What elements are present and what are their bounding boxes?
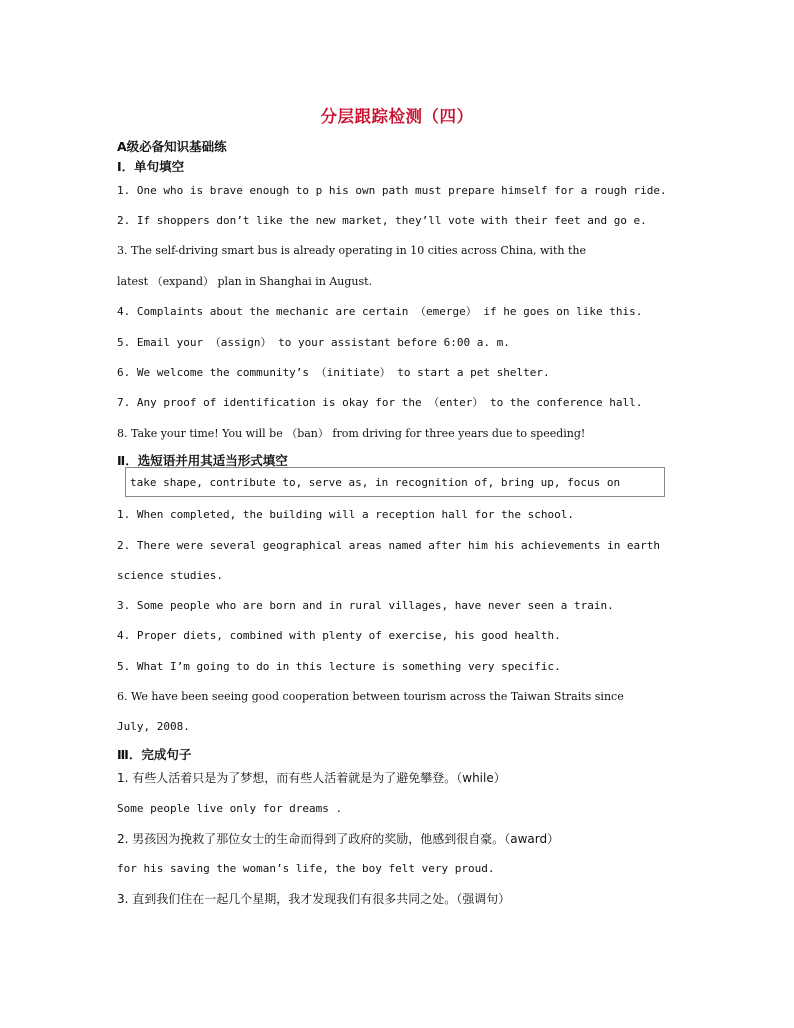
question-line: 5. What I’m going to do in this lecture is something very specific. (117, 660, 561, 673)
answer-line: Some people live only for dreams . (117, 802, 343, 815)
question-line: 4. Complaints about the mechanic are certain （emerge） if he goes on like this. (117, 305, 643, 318)
page-title: 分层跟踪检测（四） (320, 107, 474, 126)
answer-line: for his saving the woman’s life, the boy felt very proud. (117, 862, 495, 875)
question-line: 1. When completed, the building will a reception hall for the school. (117, 508, 574, 521)
question-line: 6. We welcome the community’s （initiate） to start a pet shelter. (117, 366, 550, 379)
phrase-word-box: take shape, contribute to, serve as, in recognition of, bring up, focus on (125, 467, 665, 497)
question-line: 8. Take your time! You will be （ban） from driving for three years due to speeding! (117, 427, 586, 440)
question-line: 2. If shoppers don’t like the new market, they’ll vote with their feet and go e. (117, 214, 647, 227)
question-line: 3. Some people who are born and in rural villages, have never seen a train. (117, 599, 614, 612)
question-line: 2. 男孩因为挽救了那位女士的生命而得到了政府的奖励，他感到很自豪。（award） (117, 832, 560, 846)
question-line: 6. We have been seeing good cooperation between tourism across the Taiwan Straits since (117, 690, 624, 703)
question-line: 3. The self-driving smart bus is already operating in 10 cities across China, with the (117, 244, 586, 257)
question-line: 1. 有些人活着只是为了梦想，而有些人活着就是为了避免攀登。（while） (117, 771, 506, 785)
question-line: 5. Email your （assign） to your assistant before 6:00 a. m. (117, 336, 510, 349)
question-line: 3. 直到我们住在一起几个星期，我才发现我们有很多共同之处。（强调句） (117, 892, 511, 906)
section-3-heading: Ⅲ．完成句子 (117, 747, 192, 762)
question-line: July, 2008. (117, 720, 190, 733)
section-1-heading: Ⅰ．单句填空 (117, 159, 185, 174)
section-2-heading: Ⅱ．选短语并用其适当形式填空 (117, 453, 288, 468)
question-line: latest （expand） plan in Shanghai in August. (117, 275, 373, 288)
question-line: science studies. (117, 569, 223, 582)
question-line: 7. Any proof of identification is okay for the （enter） to the conference hall. (117, 396, 643, 409)
question-line: 4. Proper diets, combined with plenty of exercise, his good health. (117, 629, 561, 642)
level-a-heading: A级必备知识基础练 (117, 139, 227, 154)
question-line: 1. One who is brave enough to p his own path must prepare himself for a rough ride. (117, 184, 667, 197)
question-line: 2. There were several geographical areas named after him his achievements in earth (117, 539, 661, 552)
